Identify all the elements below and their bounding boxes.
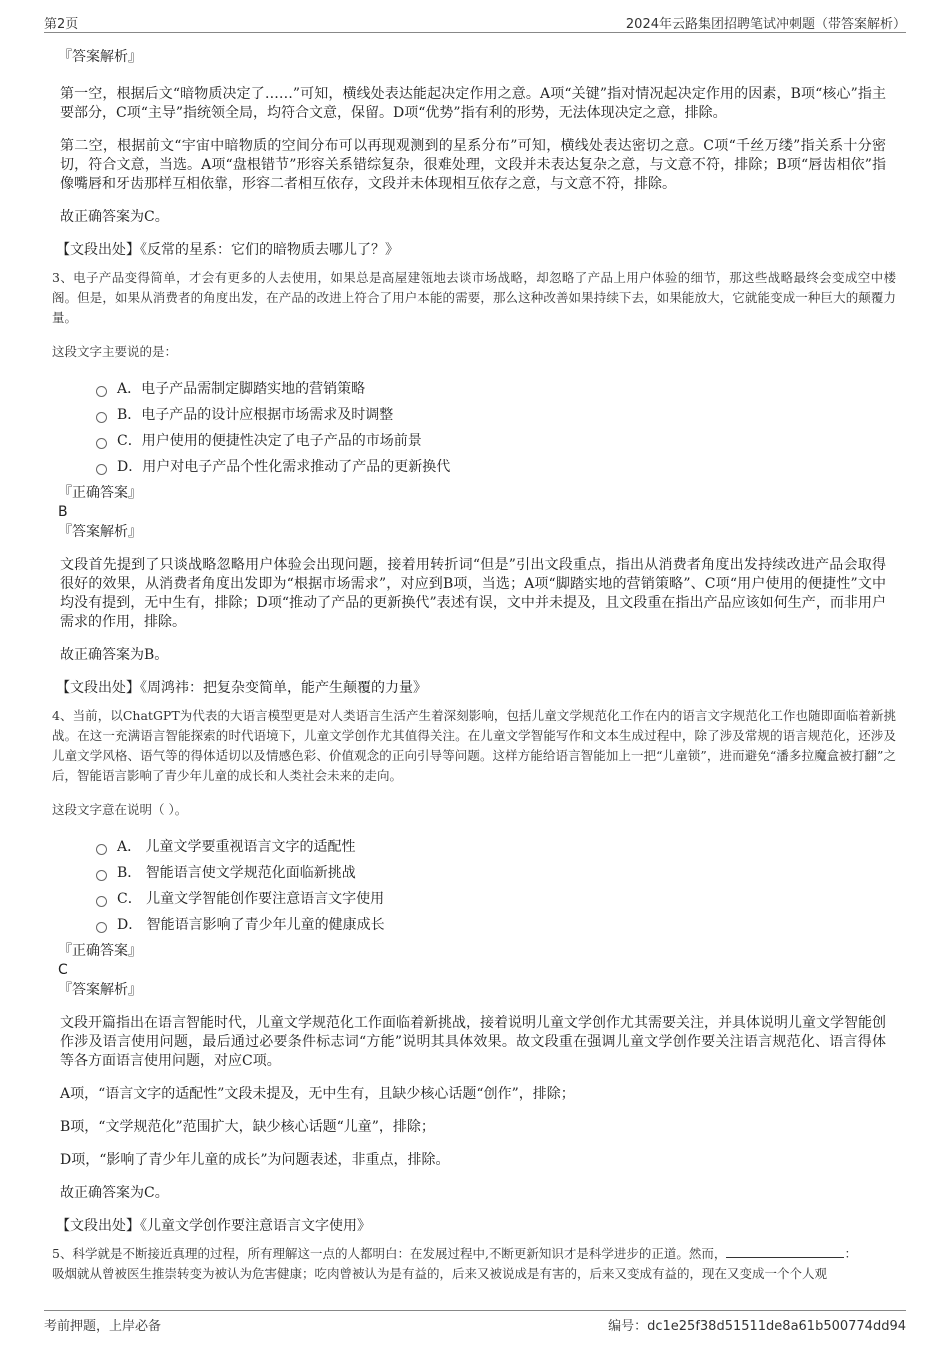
q4-option-a[interactable] — [96, 834, 896, 860]
q3-answer: B — [58, 504, 68, 520]
q3-option-a[interactable] — [96, 376, 896, 402]
radio-icon[interactable] — [96, 896, 107, 907]
q3-option-d[interactable] — [96, 454, 896, 480]
q2-source: 【文段出处】《反常的星系：它们的暗物质去哪儿了？》 — [56, 242, 399, 258]
q4-conclusion: 故正确答案为C。 — [60, 1185, 169, 1201]
page-number: 第2页 — [44, 17, 79, 32]
q4-analysis: 文段开篇指出在语言智能时代，儿童文学规范化工作面临着新挑战，接着说明儿童文学创作尤其需要关注，并具体说明儿童文学智能创作涉及语言使用问题，最后通过必要条件标志词“方能”说明其具体效果。故文段重在强调儿童文学创作要关注语言规范化、语言得体等各方面语言使用问题，对应C项。 — [60, 1015, 886, 1069]
page-header — [44, 10, 906, 33]
option-label: A． 儿童文学要重视语言文字的适配性 — [117, 839, 356, 855]
option-label: B．电子产品的设计应根据市场需求及时调整 — [117, 407, 394, 423]
q3-analysis: 文段首先提到了只谈战略忽略用户体验会出现问题，接着用转折词“但是”引出文段重点，指出从消费者角度出发持续改进产品会取得很好的效果，从消费者角度出发即为“根据市场需求”，对应到B项，当选；A项“脚踏实地的营销策略”、C项“用户使用的便捷性”文中均没有提到，无中生有，排除；D项“推动了产品的更新换代”表述有误，文中并未提及，且文段重在指出产品应该如何生产，而非用户需求的作用，排除。 — [60, 557, 886, 630]
q3-option-c[interactable] — [96, 428, 896, 454]
document-code: 编号：dc1e25f38d51511de8a61b500774dd94 — [608, 1319, 906, 1334]
q3-source: 【文段出处】《周鸿祎：把复杂变简单，能产生颠覆的力量》 — [56, 680, 427, 696]
q4-options — [96, 834, 896, 938]
q5-stem-colon: ： — [844, 1246, 857, 1261]
answer-blank — [726, 1245, 844, 1258]
q4-option-d[interactable] — [96, 912, 896, 938]
q3-answer-label: 『正确答案』 — [58, 485, 142, 501]
footer-slogan: 考前押题，上岸必备 — [44, 1319, 162, 1334]
radio-icon[interactable] — [96, 438, 107, 449]
q3-question: 这段文字主要说的是： — [52, 344, 178, 359]
q4-question: 这段文字意在说明（ ）。 — [52, 802, 188, 817]
radio-icon[interactable] — [96, 922, 107, 933]
radio-icon[interactable] — [96, 844, 107, 855]
q3-options — [96, 376, 896, 480]
q5-stem-text: 5、科学就是不断接近真理的过程，所有理解这一点的人都明白：在发展过程中,不断更新知识才是科学进步的正道。然而， — [52, 1246, 727, 1261]
radio-icon[interactable] — [96, 870, 107, 881]
radio-icon[interactable] — [96, 386, 107, 397]
page-footer — [44, 1310, 906, 1333]
radio-icon[interactable] — [96, 464, 107, 475]
q4-stem: 4、当前，以ChatGPT为代表的大语言模型更是对人类语言生活产生着深刻影响，包括儿童文学规范化工作在内的语言文字规范化工作也随即面临着新挑战。在这一充满语言智能探索的时代语境下，儿童文学创作尤其值得关注。在儿童文学智能写作和文本生成过程中，除了涉及常规的语言规范化，还涉及儿童文学风格、语气等的得体适切以及情感色彩、价值观念的正向引导等问题。这样方能给语言智能加上一把“儿童锁”，进而避免“潘多拉魔盒被打翻”之后，智能语言影响了青少年儿童的成长和人类社会未来的走向。 — [52, 708, 896, 783]
q3-stem: 3、电子产品变得简单，才会有更多的人去使用，如果总是高屋建瓴地去谈市场战略，却忽略了产品上用户体验的细节，那这些战略最终会变成空中楼阁。但是，如果从消费者的角度出发，在产品的改进上符合了用户本能的需要，那么这种改善如果持续下去，如果能放大，它就能变成一种巨大的颠覆力量。 — [52, 270, 896, 325]
q4-answer: C — [58, 962, 68, 978]
option-label: D．用户对电子产品个性化需求推动了产品的更新换代 — [117, 459, 451, 475]
q5-stem — [52, 1244, 896, 1284]
page-content — [52, 42, 896, 1284]
q4-option-c[interactable] — [96, 886, 896, 912]
option-label: C． 儿童文学智能创作要注意语言文字使用 — [117, 891, 385, 907]
document-title: 2024年云路集团招聘笔试冲刺题（带答案解析） — [625, 17, 906, 32]
option-label: B． 智能语言使文学规范化面临新挑战 — [117, 865, 356, 881]
q3-conclusion: 故正确答案为B。 — [60, 647, 169, 663]
q2-analysis-paragraph-2: 第二空，根据前文“宇宙中暗物质的空间分布可以再现观测到的星系分布”可知，横线处表达密切之意。C项“千丝万缕”指关系十分密切，符合文意，当选。A项“盘根错节”形容关系错综复杂，很难处理，文段并未表达复杂之意，与文意不符，排除；B项“唇齿相依”指像嘴唇和牙齿那样互相依靠，形容二者相互依存，文段并未体现相互依存之意，与文意不符，排除。 — [60, 138, 886, 192]
q4-source: 【文段出处】《儿童文学创作要注意语言文字使用》 — [56, 1218, 371, 1234]
q4-note-b: B项，“文学规范化”范围扩大，缺少核心话题“儿童”，排除； — [60, 1119, 435, 1135]
q4-note-a: A项，“语言文字的适配性”文段未提及，无中生有，且缺少核心话题“创作”，排除； — [60, 1086, 575, 1102]
q3-analysis-label: 『答案解析』 — [58, 524, 142, 540]
q2-conclusion: 故正确答案为C。 — [60, 209, 169, 225]
radio-icon[interactable] — [96, 412, 107, 423]
option-label: A．电子产品需制定脚踏实地的营销策略 — [117, 381, 366, 397]
option-label: C．用户使用的便捷性决定了电子产品的市场前景 — [117, 433, 422, 449]
q4-analysis-label: 『答案解析』 — [58, 982, 142, 998]
q3-option-b[interactable] — [96, 402, 896, 428]
q2-analysis-paragraph-1: 第一空，根据后文“暗物质决定了……”可知，横线处表达能起决定作用之意。A项“关键”指对情况起决定作用的因素，B项“核心”指主要部分，C项“主导”指统领全局，均符合文意，保留。D项“优势”指有利的形势，无法体现决定之意，排除。 — [60, 86, 886, 121]
option-label: D． 智能语言影响了青少年儿童的健康成长 — [117, 917, 385, 933]
q4-answer-label: 『正确答案』 — [58, 943, 142, 959]
q4-note-d: D项，“影响了青少年儿童的成长”为问题表述，非重点，排除。 — [60, 1152, 450, 1168]
q5-stem-line-2: 吸烟就从曾被医生推崇转变为被认为危害健康；吃肉曾被认为是有益的，后来又被说成是有害的，后来又变成有益的，现在又变成一个个人观 — [52, 1266, 828, 1281]
q2-analysis-label: 『答案解析』 — [58, 49, 142, 65]
q4-option-b[interactable] — [96, 860, 896, 886]
